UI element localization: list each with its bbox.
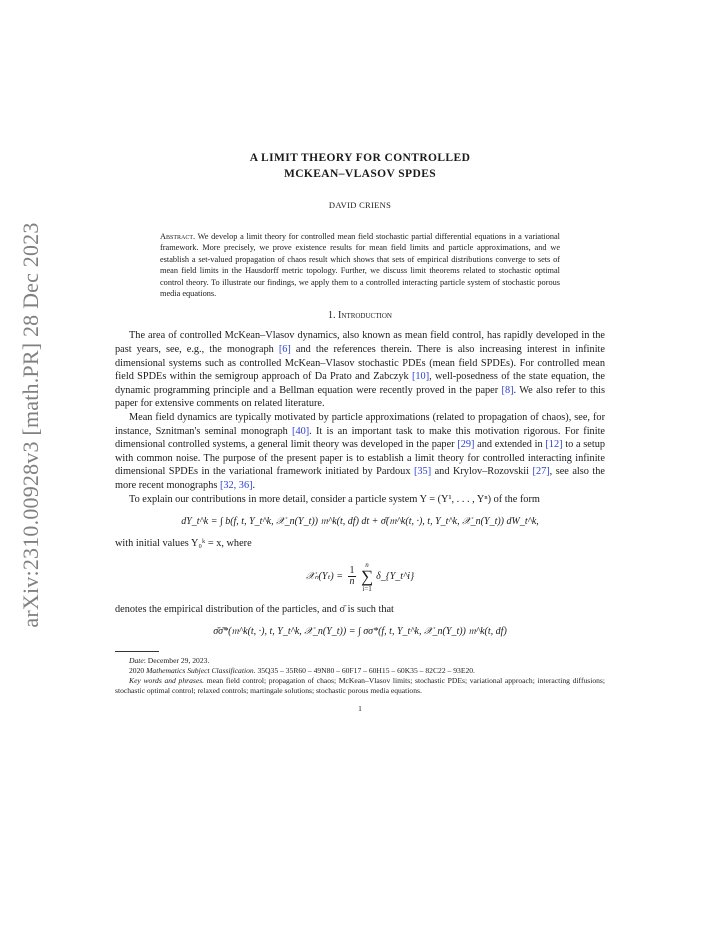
p1-text-c: , well-posedness of the state equation, the dynamic programming principle and a Bellman equation were recently proved in the paper [115, 371, 605, 396]
footnote-date [115, 656, 605, 666]
arxiv-identifier: arXiv:2310.00928v3 [math.PR] 28 Dec 2023 [18, 222, 43, 628]
citation-link[interactable]: [12] [545, 439, 563, 451]
msc-year: 2020 [129, 666, 147, 676]
citation-link[interactable]: [27] [532, 466, 550, 478]
p1-text-d: . We also refer to this paper for extensive comments on related literature. [115, 384, 606, 410]
title-line-2: MCKEAN–VLASOV SPDES [283, 168, 437, 180]
citation-link[interactable]: [32, 36] [219, 479, 253, 491]
footnote-keywords [115, 676, 605, 696]
paragraph-3: To explain our contributions in more detail, consider a particle system Y = (Y¹, . . . , Yⁿ) of the form [129, 493, 540, 505]
citation-link[interactable]: [35] [413, 466, 432, 478]
eq2-rhs: δ_{Y_t^i} [376, 571, 415, 583]
p1-text-a: The area of controlled McKean–Vlasov dynamics, also known as mean field control, has rapidly developed in the past years, see, e.g., the monograph [115, 330, 605, 356]
paragraph-1 [115, 329, 605, 411]
paragraph-2 [115, 411, 605, 493]
equation-empirical-measure [115, 561, 605, 593]
p2-text-e: and Krylov–Rozovskii [431, 466, 533, 478]
section-number: 1. [328, 310, 336, 322]
citation-link[interactable]: [8] [501, 384, 514, 396]
p2-text-d: to a setup with common noise. The purpose of the present paper is to establish a limit theory for controlled interacting infinite dimensional SPDEs in the variational framework initiated by Pardoux [115, 439, 606, 478]
paper-page [115, 150, 605, 713]
paragraph-5: denotes the empirical distribution of the particles, and σ̄ is such that [115, 603, 394, 615]
keywords-text: mean field control; propagation of chaos; McKean–Vlasov limits; stochastic PDEs; variational approach; interacting diffusions; stochastic optimal control; relaxed controls; martingale solutions; stochastic porous media equations. [115, 676, 605, 696]
p2-text-c: and extended in [474, 439, 546, 451]
summation-sign: n ∑ i=1 [360, 560, 374, 593]
p1-text-b: and the references therein. There is also increasing interest in infinite dimensional systems such as controlled McKean–Vlasov stochastic PDEs (mean field SPDEs). For controlled mean field SPDEs within the semigroup approach of Da Prato and Zabczyk [115, 344, 605, 383]
eq2-denominator: n [349, 576, 355, 588]
author-name: DAVID CRIENS [328, 200, 392, 210]
equation-particle-system: dY_t^k = ∫ b(f, t, Y_t^k, 𝒳_n(Y_t)) 𝔪^k(t, df) dt + σ̄(𝔪^k(t, ·), t, Y_t^k, 𝒳_n(Y_t)) dW_t^k, [181, 516, 539, 528]
p2-text-f: , see also the more recent monographs [115, 466, 605, 491]
section-heading [115, 310, 605, 321]
footnote-divider [115, 651, 159, 652]
paragraph-4: with initial values Y₀ᵏ = x, where [115, 538, 252, 550]
eq2-numerator: 1 [349, 565, 355, 577]
msc-label: Mathematics Subject Classification. [146, 666, 256, 676]
date-label: Date [129, 656, 144, 666]
footnotes [115, 656, 605, 696]
citation-link[interactable]: [10] [411, 371, 430, 383]
msc-codes: 35Q35 – 35R60 – 49N80 – 60F17 – 60H15 – 60K35 – 82C22 – 93E20. [255, 666, 475, 676]
abstract-text: We develop a limit theory for controlled mean field stochastic partial differential equations in a variational framework. More precisely, we prove existence results for mean field limits and particle approximations, and we establish a set-valued propagation of chaos result which shows that sets of empirical distributions converge to sets of mean field limits in the Hausdorff metric topology. Further, we discuss limit theorems related to stochastic optimal control theory. To illustrate our findings, we apply them to a controlled interacting particle system of stochastic porous media equations. [160, 232, 560, 299]
sum-lower-limit: i=1 [362, 584, 372, 593]
footnote-msc [115, 666, 605, 676]
keywords-label: Key words and phrases. [129, 676, 205, 686]
date-value: : December 29, 2023. [143, 656, 210, 666]
abstract [160, 231, 560, 299]
citation-link[interactable]: [40] [292, 425, 310, 437]
sum-upper-limit: n [365, 560, 369, 569]
arxiv-side-stamp [8, 200, 54, 650]
citation-link[interactable]: [29] [457, 439, 475, 451]
eq2-fraction [348, 566, 356, 587]
paper-title [115, 150, 605, 182]
p2-text-g: . [252, 479, 256, 491]
title-line-1: A LIMIT THEORY FOR CONTROLLED [249, 152, 471, 164]
page-number: 1 [358, 704, 362, 714]
equation-diffusion-coefficient: σ̄σ̄*(𝔪^k(t, ·), t, Y_t^k, 𝒳_n(Y_t)) = ∫ σσ*(f, t, Y_t^k, 𝒳_n(Y_t)) 𝔪^k(t, df) [213, 626, 507, 638]
p2-text-a: Mean field dynamics are typically motivated by particle approximations (related to propagation of chaos), see, for instance, Sznitman's seminal monograph [115, 412, 605, 437]
p2-text-b: . It is an important task to make this motivation rigorous. For finite dimensional controlled systems, a general limit theory was developed in the paper [115, 425, 605, 451]
eq2-lhs: 𝒳ₙ(Yₜ) = [305, 571, 343, 583]
section-title: Introduction [338, 310, 392, 322]
abstract-label: Abstract. [160, 232, 196, 241]
citation-link[interactable]: [6] [278, 344, 291, 356]
